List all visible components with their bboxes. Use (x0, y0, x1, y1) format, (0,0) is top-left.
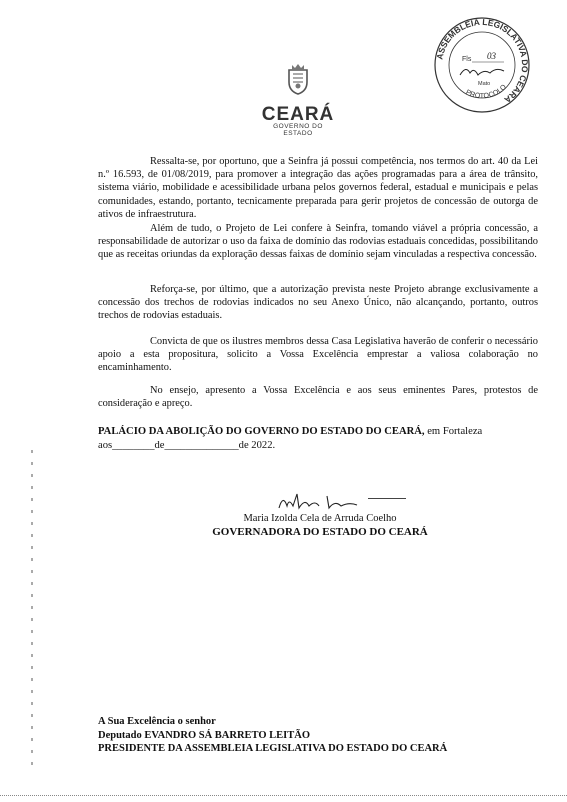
de-label: de (154, 440, 165, 451)
month-blank: ______________ (164, 440, 239, 451)
signatory-name: Maria Izolda Cela de Arruda Coelho (243, 513, 397, 524)
scan-margin-marks (30, 300, 38, 770)
addressee-line-3: PRESIDENTE DA ASSEMBLEIA LEGISLATIVA DO ESTADO DO CEARÁ (98, 743, 448, 754)
protocol-stamp (432, 15, 532, 115)
handwritten-signature (275, 488, 395, 514)
closing-place-date (98, 425, 538, 453)
ceara-logo (258, 62, 338, 137)
stamp-mat-label: Mato (478, 81, 491, 87)
paragraph-2: Além de tudo, o Projeto de Lei confere à Seinfra, tomando viável a própria concessão, a responsabilidade de autorizar o uso da faixa de domínio das rodovias estaduais concedidas, possibilitando que as receitas oriundas da exploração dessas faixas de domínio sejam vinculadas a respectiva concessão. (98, 223, 538, 261)
year-text: de 2022. (238, 440, 276, 451)
paragraph-4: Convicta de que os ilustres membros dessa Casa Legislativa haverão de conferir o necessário apoio a esta propositura, solicito a Vossa Excelência emprestar a valiosa colaboração no encaminhamento. (98, 336, 538, 374)
day-blank: ________ (112, 440, 155, 451)
bottom-scan-edge (0, 795, 567, 796)
stamp-ring-text: ASSEMBLEIA LEGISLATIVA DO CEARÁ (434, 16, 531, 106)
addressee-line-1: A Sua Excelência o senhor (98, 716, 216, 727)
stamp-signature-scribble (460, 69, 504, 75)
paragraph-5: No ensejo, apresento a Vossa Excelência e aos seus eminentes Pares, protestos de consideração e apreço. (98, 385, 538, 410)
paragraph-3: Reforça-se, por último, que a autorização prevista neste Projeto abrange exclusivamente a concessão dos trechos de rodovias indicados no seu Anexo Único, não alcançando, portanto, outros trechos de rodovias estaduais. (98, 284, 538, 322)
signatory-title: GOVERNADORA DO ESTADO DO CEARÁ (212, 526, 428, 538)
closing-city: em Fortaleza (427, 426, 483, 437)
brand-name: CEARÁ (261, 104, 335, 125)
stamp-protocol-text: PROTOCOLO (464, 83, 508, 100)
addressee-block (98, 715, 447, 756)
paragraph-1: Ressalta-se, por oportuno, que a Seinfra já possui competência, nos termos do art. 40 da Lei n.º 16.593, de 01/08/2019, para promover a integração das ações programadas para a área de trânsito, sistema viário, mobilidade e acessibilidade urbana pelos governos federal, estadual e municipais e pelas comunidades, estando, portanto, tecnicamente preparada para gerir projetos de concessão de outorga de ativos de infraestrutura. (98, 156, 538, 220)
palace-name: PALÁCIO DA ABOLIÇÃO DO GOVERNO DO ESTADO DO CEARÁ, (98, 426, 425, 437)
coat-of-arms-icon (283, 62, 313, 96)
signature-line (368, 498, 406, 499)
addressee-line-2: Deputado EVANDRO SÁ BARRETO LEITÃO (98, 729, 310, 741)
stamp-fls-label: Fls (462, 56, 472, 63)
aos-label: aos (98, 440, 113, 451)
brand-subtitle: GOVERNO DO ESTADO (273, 123, 323, 137)
svg-text:ASSEMBLEIA LEGISLATIVA DO CEAR (434, 17, 530, 105)
stamp-fls-value: 03 (487, 51, 496, 61)
